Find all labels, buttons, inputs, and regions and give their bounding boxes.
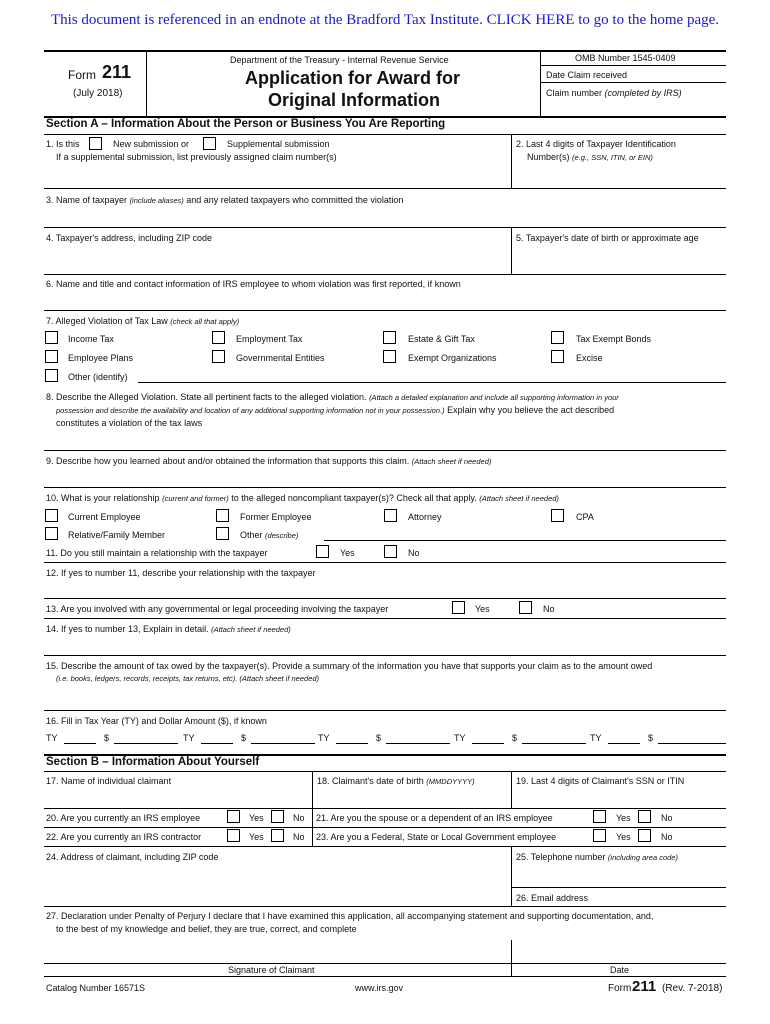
header-divider-left (146, 51, 147, 117)
q11-bottom-rule (44, 562, 726, 563)
q15-label: 15. Describe the amount of tax owed by the taxpayer(s). Provide a summary of the information you have that supports your claim as to the amount owed (46, 661, 653, 671)
q15-note: (i.e. books, ledgers, records, receipts, tax returns, etc). (Attach sheet if needed) (56, 674, 320, 683)
q10-label: 10. What is your relationship (current and former) to the alleged noncompliant taxpayer(s)? Check all that apply. (Attach sheet if needed) (46, 493, 559, 503)
governmental-entities-label: Governmental Entities (236, 353, 325, 363)
other-violation-label: Other (identify) (68, 372, 128, 382)
relative-family-label: Relative/Family Member (68, 530, 166, 540)
footer-form-number: 211 (632, 978, 657, 995)
q19-label: 19. Last 4 digits of Claimant's SSN or ITIN (516, 776, 685, 786)
q24-q25-divider (511, 846, 512, 906)
q23-yes-label: Yes (616, 832, 631, 842)
q23-label: 23. Are you a Federal, State or Local Government employee (316, 832, 557, 842)
dollar-amount-input[interactable] (386, 743, 450, 744)
omb-number: OMB Number 1545-0409 (575, 53, 676, 63)
current-employee-checkbox[interactable] (45, 509, 58, 522)
section-b-title: Section B – Information About Yourself (46, 756, 260, 768)
q11-label: 11. Do you still maintain a relationship with the taxpayer (46, 548, 268, 558)
q2-label-line2: Number(s) (e.g., SSN, ITIN, or EIN) (527, 152, 653, 162)
q4-label: 4. Taxpayer's address, including ZIP code (46, 233, 212, 243)
q21-label: 21. Are you the spouse or a dependent of an IRS employee (316, 813, 553, 823)
tax-year-label: TY (318, 733, 330, 743)
tax-year-input[interactable] (201, 743, 233, 744)
home-page-link[interactable]: This document is referenced in an endnote at the Bradford Tax Institute. CLICK HERE to go to the home page. (50, 12, 720, 28)
q3-label: 3. Name of taxpayer (include aliases) and any related taxpayers who committed the violation (46, 195, 404, 205)
q6-label: 6. Name and title and contact information of IRS employee to whom violation was first reported, if known (46, 279, 461, 289)
q13-yes-checkbox[interactable] (452, 601, 465, 614)
q20-no-checkbox[interactable] (271, 810, 284, 823)
q12-bottom-rule (44, 598, 726, 599)
q22-bottom-rule (44, 846, 726, 847)
dollar-amount-input[interactable] (522, 743, 586, 744)
other-relationship-input[interactable] (324, 540, 726, 541)
employment-tax-checkbox[interactable] (212, 331, 225, 344)
signature-date-divider (511, 940, 512, 976)
dollar-amount-label: $ (241, 733, 247, 743)
estate-gift-tax-checkbox[interactable] (383, 331, 396, 344)
other-violation-checkbox[interactable] (45, 369, 58, 382)
supplemental-submission-label: Supplemental submission (227, 139, 330, 149)
section-b-title-rule (44, 771, 726, 772)
current-employee-label: Current Employee (68, 512, 141, 522)
q11-yes-label: Yes (340, 548, 355, 558)
q16-label: 16. Fill in Tax Year (TY) and Dollar Amount ($), if known (46, 716, 267, 726)
governmental-entities-checkbox[interactable] (212, 350, 225, 363)
footer-form-label: Form (608, 983, 632, 994)
q7-label: 7. Alleged Violation of Tax Law (check all that apply) (46, 316, 240, 326)
q22-yes-label: Yes (249, 832, 264, 842)
new-submission-checkbox[interactable] (89, 137, 102, 150)
form-title-line1: Application for Award for (245, 68, 461, 88)
q22-label: 22. Are you currently an IRS contractor (46, 832, 202, 842)
q13-bottom-rule (44, 618, 726, 619)
q20-bottom-rule (44, 827, 726, 828)
employment-tax-label: Employment Tax (236, 334, 303, 344)
other-relationship-checkbox[interactable] (216, 527, 229, 540)
q25-bottom-rule (511, 887, 726, 888)
attorney-checkbox[interactable] (384, 509, 397, 522)
former-employee-checkbox[interactable] (216, 509, 229, 522)
form-number: 211 (102, 62, 132, 82)
q21-no-checkbox[interactable] (638, 810, 651, 823)
q21-yes-label: Yes (616, 813, 631, 823)
q8-label-line1: 8. Describe the Alleged Violation. State all pertinent facts to the alleged violation. (Attach a detailed explanation and include all supporting information in your (46, 392, 619, 402)
relative-family-checkbox[interactable] (45, 527, 58, 540)
cpa-label: CPA (576, 512, 594, 522)
q13-no-checkbox[interactable] (519, 601, 532, 614)
irs-website: www.irs.gov (355, 983, 404, 993)
income-tax-label: Income Tax (68, 334, 114, 344)
q23-no-label: No (661, 832, 673, 842)
dollar-amount-label: $ (376, 733, 382, 743)
dollar-amount-input[interactable] (114, 743, 178, 744)
income-tax-checkbox[interactable] (45, 331, 58, 344)
q9-bottom-rule (44, 487, 726, 488)
form-date: (July 2018) (73, 88, 123, 99)
date-label: Date (610, 965, 630, 975)
q1-label: 1. Is this (46, 139, 80, 149)
q20-no-label: No (293, 813, 305, 823)
form-bottom-rule (44, 976, 726, 977)
tax-year-label: TY (46, 733, 58, 743)
q21-no-label: No (661, 813, 673, 823)
q27-label-line1: 27. Declaration under Penalty of Perjury I declare that I have examined this application, all accompanying statement and supporting documentation, and, (46, 911, 654, 921)
q14-bottom-rule (44, 655, 726, 656)
dollar-amount-input[interactable] (251, 743, 315, 744)
employee-plans-checkbox[interactable] (45, 350, 58, 363)
signature-label: Signature of Claimant (228, 965, 315, 975)
q8-label-line3: constitutes a violation of the tax laws (56, 418, 203, 428)
tax-year-input[interactable] (608, 743, 640, 744)
other-violation-input[interactable] (138, 382, 726, 383)
q22-no-label: No (293, 832, 305, 842)
tax-year-label: TY (590, 733, 602, 743)
q4-q5-divider (511, 227, 512, 274)
q18-q19-divider (511, 771, 512, 808)
tax-year-input[interactable] (64, 743, 96, 744)
supplemental-submission-checkbox[interactable] (203, 137, 216, 150)
exempt-organizations-checkbox[interactable] (383, 350, 396, 363)
q23-yes-checkbox[interactable] (593, 829, 606, 842)
dollar-amount-label: $ (104, 733, 110, 743)
date-claim-received: Date Claim received (546, 70, 628, 80)
tax-year-label: TY (183, 733, 195, 743)
form-label: Form (68, 68, 96, 82)
q4-bottom-rule (44, 274, 726, 275)
q6-bottom-rule (44, 310, 726, 311)
q13-no-label: No (543, 604, 555, 614)
q2-label: 2. Last 4 digits of Taxpayer Identification (516, 139, 676, 149)
dollar-amount-input[interactable] (658, 743, 726, 744)
q24-bottom-rule (44, 906, 726, 907)
q12-label: 12. If yes to number 11, describe your relationship with the taxpayer (46, 568, 316, 578)
excise-label: Excise (576, 353, 603, 363)
q26-label: 26. Email address (516, 893, 589, 903)
q11-yes-checkbox[interactable] (316, 545, 329, 558)
q21-yes-checkbox[interactable] (593, 810, 606, 823)
claim-number-label: Claim number (completed by IRS) (546, 88, 682, 98)
q17-q18-divider (312, 771, 313, 808)
footer-revision: (Rev. 7-2018) (662, 983, 723, 994)
attorney-label: Attorney (408, 512, 442, 522)
section-a-title-rule (44, 134, 726, 135)
tax-year-input[interactable] (336, 743, 368, 744)
signature-line[interactable] (44, 963, 726, 964)
date-claim-rule (540, 82, 726, 83)
header-divider-right (540, 51, 541, 117)
q1-bottom-rule (44, 188, 726, 189)
tax-year-label: TY (454, 733, 466, 743)
department-name: Department of the Treasury - Internal Revenue Service (230, 55, 449, 65)
q8-label-line2: possession and describe the availability and location of any additional supporting information not in your possession.) Explain why you believe the act described (56, 405, 615, 415)
dollar-amount-label: $ (648, 733, 654, 743)
tax-exempt-bonds-label: Tax Exempt Bonds (576, 334, 652, 344)
q11-no-checkbox[interactable] (384, 545, 397, 558)
q17-label: 17. Name of individual claimant (46, 776, 172, 786)
tax-exempt-bonds-checkbox[interactable] (551, 331, 564, 344)
q1-note: If a supplemental submission, list previously assigned claim number(s) (56, 152, 337, 162)
tax-year-input[interactable] (472, 743, 504, 744)
exempt-organizations-label: Exempt Organizations (408, 353, 497, 363)
omb-rule (540, 65, 726, 66)
dollar-amount-label: $ (512, 733, 518, 743)
q11-no-label: No (408, 548, 420, 558)
q1-q2-divider (511, 134, 512, 188)
q14-label: 14. If yes to number 13, Explain in detail. (Attach sheet if needed) (46, 624, 291, 634)
q15-bottom-rule (44, 710, 726, 711)
other-relationship-label: Other (describe) (240, 530, 299, 540)
q18-label: 18. Claimant's date of birth (MMDDYYYY) (317, 776, 475, 786)
q3-bottom-rule (44, 227, 726, 228)
q20-yes-label: Yes (249, 813, 264, 823)
q24-label: 24. Address of claimant, including ZIP code (46, 852, 219, 862)
q22-yes-checkbox[interactable] (227, 829, 240, 842)
q23-no-checkbox[interactable] (638, 829, 651, 842)
q13-label: 13. Are you involved with any governmental or legal proceeding involving the taxpayer (46, 604, 389, 614)
q9-label: 9. Describe how you learned about and/or obtained the information that supports this claim. (Attach sheet if needed) (46, 456, 492, 466)
excise-checkbox[interactable] (551, 350, 564, 363)
new-submission-label: New submission or (113, 139, 190, 149)
q8-bottom-rule (44, 450, 726, 451)
q22-no-checkbox[interactable] (271, 829, 284, 842)
employee-plans-label: Employee Plans (68, 353, 134, 363)
q20-label: 20. Are you currently an IRS employee (46, 813, 201, 823)
q25-label: 25. Telephone number (including area code) (516, 852, 678, 862)
estate-gift-tax-label: Estate & Gift Tax (408, 334, 475, 344)
q20-yes-checkbox[interactable] (227, 810, 240, 823)
form-title-line2: Original Information (268, 90, 441, 110)
q13-yes-label: Yes (475, 604, 490, 614)
q27-label-line2: to the best of my knowledge and belief, they are true, correct, and complete (56, 924, 357, 934)
catalog-number: Catalog Number 16571S (46, 983, 146, 993)
q17-bottom-rule (44, 808, 726, 809)
q5-label: 5. Taxpayer's date of birth or approximate age (516, 233, 699, 243)
cpa-checkbox[interactable] (551, 509, 564, 522)
former-employee-label: Former Employee (240, 512, 312, 522)
section-a-title: Section A – Information About the Person or Business You Are Reporting (46, 118, 446, 130)
